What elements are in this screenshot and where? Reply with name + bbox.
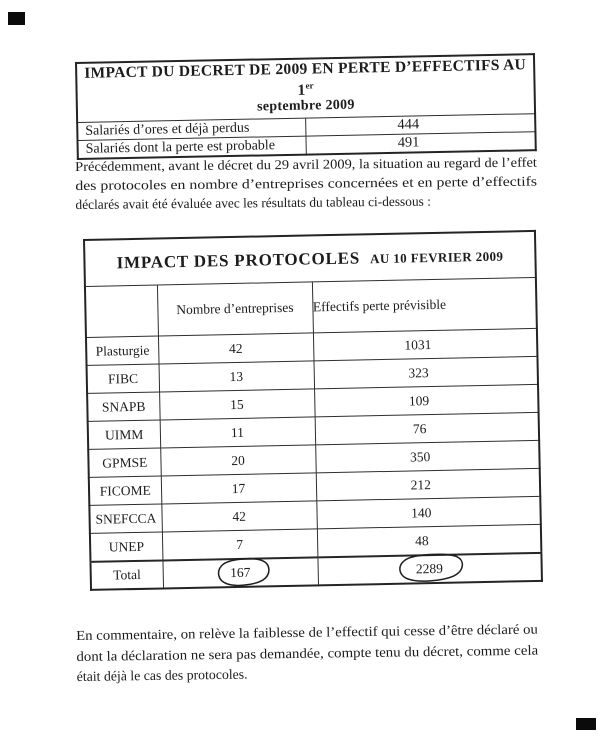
cell-effectifs: 350 <box>315 440 540 472</box>
row-label: SNEFCCA <box>89 504 162 533</box>
row-label: UIMM <box>88 420 161 449</box>
row-label: UNEP <box>90 532 163 562</box>
column-header-entreprises: Nombre d’entreprises <box>157 282 313 336</box>
cell-entreprises: 20 <box>160 445 316 476</box>
cell-effectifs: 1031 <box>313 328 538 360</box>
row-value: 444 <box>306 114 536 136</box>
row-label: SNAPB <box>87 392 160 421</box>
row-label: Salariés dont la perte est probable <box>78 136 307 159</box>
cell-effectifs: 109 <box>314 384 539 416</box>
cell-effectifs: 48 <box>317 524 542 557</box>
paragraph-line: était déjà le cas des protocoles. <box>76 666 248 684</box>
empty-corner-cell <box>85 285 158 337</box>
cell-entreprises: 17 <box>161 473 317 504</box>
table-title <box>76 54 535 122</box>
table-title-row <box>76 54 535 122</box>
row-value: 491 <box>306 132 536 155</box>
table-header-row <box>85 277 537 337</box>
cell-effectifs: 212 <box>316 468 541 500</box>
row-label: FIBC <box>87 364 160 393</box>
cell-effectifs: 323 <box>313 356 538 388</box>
paragraph-line: Précédemment, avant le décret du 29 avril 2009, la situation au regard de l’effet <box>75 154 537 174</box>
comment-paragraph <box>76 620 539 688</box>
table-title-date: AU 10 FEVRIER 2009 <box>369 248 504 266</box>
paragraph-line: déclarés avait été évaluée avec les résultats du tableau ci-dessous : <box>75 193 431 212</box>
superscript-er: er <box>305 80 314 91</box>
cell-entreprises: 42 <box>161 501 317 532</box>
intro-paragraph <box>75 153 538 214</box>
row-label: Plasturgie <box>86 336 159 365</box>
total-entreprises-cell <box>162 557 318 588</box>
total-effectifs-cell <box>317 553 542 585</box>
table-title-line2: septembre 2009 <box>256 97 355 115</box>
protocoles-impact-table <box>83 230 543 591</box>
paragraph-line: des protocoles en nombre d’entreprises concernées et en perte d’effectifs <box>75 173 538 193</box>
cell-entreprises: 13 <box>159 361 315 392</box>
row-label: Salariés d’ores et déjà perdus <box>77 118 306 140</box>
row-label: GPMSE <box>88 448 161 477</box>
cell-entreprises: 11 <box>160 417 316 448</box>
paragraph-line: En commentaire, on relève la faiblesse de l’effectif qui cesse d’être déclaré ou <box>76 621 538 643</box>
decret-impact-table <box>75 53 537 160</box>
cell-entreprises: 42 <box>158 333 314 364</box>
table-title-line1: IMPACT DU DECRET DE 2009 EN PERTE D’EFFECTIFS AU 1er <box>84 56 527 99</box>
scan-corner-mark-bottom-right <box>576 718 596 730</box>
paragraph-line: dont la déclaration ne sera pas demandée, compte tenu du décret, comme cela <box>76 642 539 664</box>
row-label: FICOME <box>89 476 162 505</box>
total-label: Total <box>90 560 163 589</box>
cell-effectifs: 76 <box>315 412 540 444</box>
total-entreprises-value: 167 <box>229 564 251 581</box>
table-title-main: IMPACT DES PROTOCOLES <box>116 247 361 272</box>
total-effectifs-value: 2289 <box>415 560 444 577</box>
scan-corner-mark-top-left <box>8 12 25 25</box>
cell-entreprises: 15 <box>159 389 315 420</box>
cell-entreprises: 7 <box>162 529 318 561</box>
cell-effectifs: 140 <box>316 496 541 528</box>
column-header-effectifs: Effectifs perte prévisible <box>312 277 537 332</box>
